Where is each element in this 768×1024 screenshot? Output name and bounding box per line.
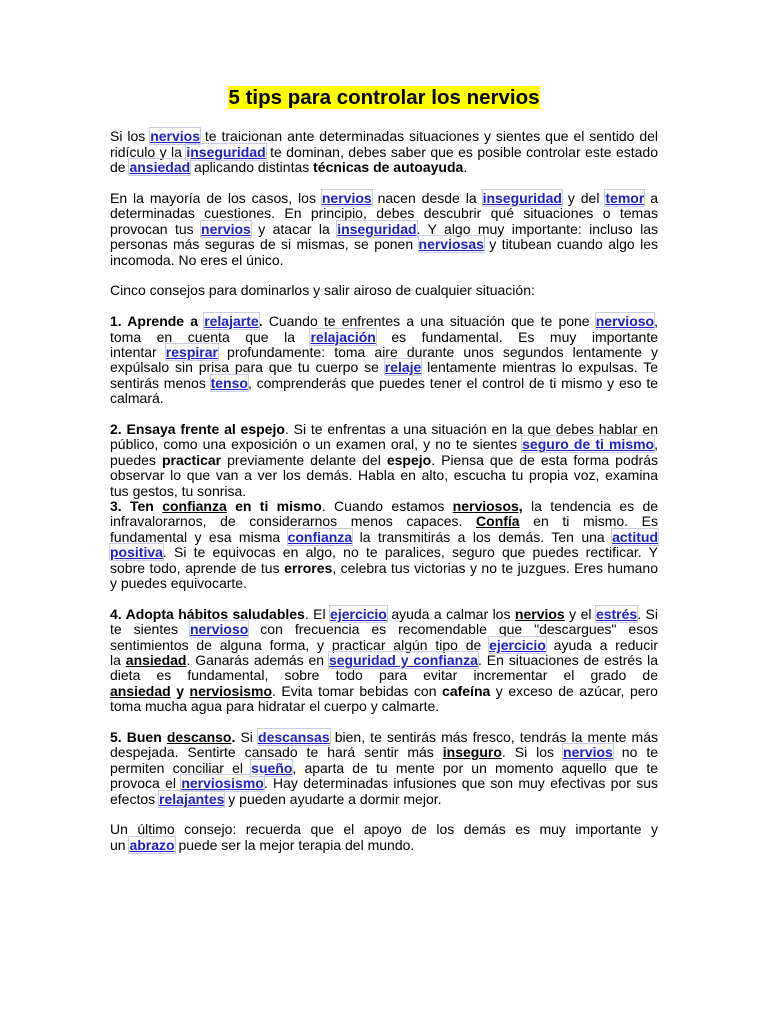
link-nervios[interactable]: nervios <box>150 128 200 145</box>
text-line <box>110 453 658 468</box>
text-run: y exceso de azúcar, pero <box>490 682 658 699</box>
link-nerviosismo[interactable]: nerviosismo <box>181 775 264 792</box>
text-line <box>110 561 658 576</box>
text-run: . Si te equivocas en algo, no te paralices, seguro que puedes rectificar. Y <box>162 544 658 561</box>
link-nervioso[interactable]: nervioso <box>595 313 655 330</box>
text-run: En la mayoría de los casos, los <box>110 189 322 206</box>
link-nervios[interactable]: nervios <box>321 189 372 206</box>
text-run: en ti mismo. Es <box>519 513 658 530</box>
text-run: , <box>654 436 659 453</box>
text-run: infravalorarnos, de considerarnos menos capaces. <box>110 513 477 530</box>
text-run: con frecuencia es recomendable que "descargues" esos <box>248 621 658 638</box>
text-run: tus gestos, tu sonrisa. <box>110 482 247 499</box>
text-line <box>110 622 658 637</box>
underlined-bold-text: nerviosos, <box>452 497 523 514</box>
text-run: Cinco consejos para dominarlos y salir airoso de cualquier situación: <box>110 282 535 299</box>
paragraph <box>110 191 658 268</box>
text-run: aplicando distintas <box>190 159 314 176</box>
text-run: puede ser la mejor terapia del mundo. <box>174 836 415 853</box>
text-run: de <box>110 159 130 176</box>
text-run: . Hay determinadas infusiones que son muy efectivas por sus <box>263 775 658 792</box>
bold-text: 5. Buen <box>110 729 167 746</box>
paragraph <box>110 730 658 807</box>
text-run: sentirás menos <box>110 374 211 391</box>
text-run: . <box>463 159 468 176</box>
link-respirar[interactable]: respirar <box>165 343 218 360</box>
text-run: . Si te enfrentas a una situación en la que debes hablar en <box>284 420 658 437</box>
link-seguridad-y-confianza[interactable]: seguridad y confianza <box>328 652 478 669</box>
paragraph <box>110 422 658 499</box>
text-run: intentar <box>110 343 166 360</box>
bold-text: espejo <box>386 451 432 468</box>
text-run: Un último consejo: recuerda que el apoyo de los demás es muy importante y <box>110 821 658 838</box>
text-run: la transmitirás a los demás. Ten una <box>352 528 613 545</box>
underlined-bold-text: nerviosismo <box>189 682 273 699</box>
text-line <box>110 314 658 329</box>
bold-text: técnicas de autoayuda <box>313 159 464 176</box>
link-relaje[interactable]: relaje <box>384 359 422 376</box>
text-run: permiten conciliar el <box>110 759 252 776</box>
text-run: expúlsalo sin prisa para que tu cuerpo se <box>110 359 385 376</box>
text-run: dieta es fundamental, sobre todo para evitar incrementar el grado de <box>110 667 658 684</box>
text-line <box>110 391 658 406</box>
text-line <box>110 499 658 514</box>
paragraph-group <box>110 730 658 807</box>
text-run: provocan tus <box>110 220 202 237</box>
link-seguro-de-ti-mismo[interactable]: seguro de ti mismo <box>522 436 655 453</box>
link-sueno[interactable]: sueño <box>251 759 293 776</box>
link-temor[interactable]: temor <box>605 189 645 206</box>
text-run: . Ganarás además en <box>186 652 329 669</box>
text-run: . Y algo muy importante: incluso las <box>416 220 658 237</box>
text-line <box>110 761 658 776</box>
text-run: observar lo que van a ver los demás. Habla en alto, escucha tu propia voz, examina <box>110 467 658 484</box>
bold-text: practicar <box>161 451 222 468</box>
text-run: . Piensa que de esta forma podrás <box>431 451 658 468</box>
bold-text: cafeína <box>442 682 491 699</box>
text-line <box>110 638 658 653</box>
text-line <box>110 360 658 375</box>
text-line <box>110 838 658 853</box>
bold-text: y <box>170 682 190 699</box>
underlined-bold-text: nervios <box>514 605 565 622</box>
bold-text: en ti mismo <box>226 497 322 514</box>
underlined-bold-text: ansiedad <box>125 652 187 669</box>
link-nervios[interactable]: nervios <box>563 744 613 761</box>
underlined-bold-text: descanso <box>166 729 232 746</box>
bold-text: 3. Ten <box>110 497 163 514</box>
link-inseguridad[interactable]: inseguridad <box>482 189 562 206</box>
text-line <box>110 484 658 499</box>
paragraph-group <box>110 283 658 298</box>
link-relajacion[interactable]: relajación <box>310 328 376 345</box>
paragraph-group <box>110 129 658 175</box>
bold-text: . <box>231 729 236 746</box>
text-run: puedes <box>110 451 162 468</box>
text-line <box>110 468 658 483</box>
text-line <box>110 253 658 268</box>
paragraph <box>110 499 658 591</box>
text-line <box>110 191 658 206</box>
text-run: determinadas cuestiones. En principio, debes descubrir qué situaciones o temas <box>110 205 658 222</box>
text-line <box>110 792 658 807</box>
text-run: . Evita tomar bebidas con <box>272 682 443 699</box>
text-run: ayuda a reducir <box>545 636 658 653</box>
paragraph <box>110 314 658 406</box>
text-run: . Si <box>637 605 658 622</box>
text-line <box>110 237 658 252</box>
link-inseguridad[interactable]: inseguridad <box>186 143 266 160</box>
text-run: profundamente: toma aire durante unos segundos lentamente y <box>217 343 659 360</box>
text-run: previamente delante del <box>221 451 387 468</box>
underlined-bold-text: inseguro <box>442 744 502 761</box>
link-inseguridad[interactable]: inseguridad <box>337 220 417 237</box>
underlined-bold-text: Confía <box>476 513 520 530</box>
text-run: despejada. Sentirte cansado te hará sentir más <box>110 744 443 761</box>
text-run: provoca el <box>110 775 182 792</box>
bold-text: . <box>258 313 263 330</box>
link-nervioso[interactable]: nervioso <box>189 621 249 638</box>
text-run: . En situaciones de estrés la <box>477 652 658 669</box>
text-run: efectos <box>110 790 160 807</box>
title-block <box>0 85 768 111</box>
text-run: ridículo y la <box>110 143 187 160</box>
link-relajantes[interactable]: relajantes <box>159 790 225 807</box>
link-ejercicio[interactable]: ejercicio <box>489 636 546 653</box>
text-line <box>110 822 658 837</box>
paragraph <box>110 129 658 175</box>
text-run: , <box>654 313 658 330</box>
text-line <box>110 145 658 160</box>
text-run: toma en cuenta que la <box>110 328 311 345</box>
text-line <box>110 530 658 545</box>
document-title: 5 tips para controlar los nervios <box>228 86 540 109</box>
text-line <box>110 668 658 683</box>
bold-text: 1. Aprende a <box>110 313 205 330</box>
text-line <box>110 283 658 298</box>
paragraph <box>110 822 658 853</box>
text-line <box>110 699 658 714</box>
text-run: sobre todo, aprende de tus <box>110 559 285 576</box>
text-run: calmará. <box>110 390 164 407</box>
text-run: fundamental y esa misma <box>110 528 288 545</box>
text-run: la <box>110 652 126 669</box>
paragraph <box>110 607 658 715</box>
text-run: Si <box>235 729 259 746</box>
text-run: toma mucha agua para hidratar el cuerpo y calmarte. <box>110 698 440 715</box>
text-run: no te <box>612 744 659 761</box>
text-run: es fundamental. Es muy importante <box>375 328 659 345</box>
text-run: incomoda. No eres el único. <box>110 251 284 268</box>
text-line <box>110 376 658 391</box>
paragraph-group <box>110 422 658 591</box>
text-run: ayuda a calmar los <box>386 605 515 622</box>
text-line <box>110 684 658 699</box>
text-run: , celebra tus victorias y no te juzgues. Eres humano <box>332 559 659 576</box>
text-run: la tendencia es de <box>522 497 659 514</box>
paragraph-group <box>110 607 658 715</box>
text-line <box>110 129 658 144</box>
underlined-bold-text: ansiedad <box>110 682 171 699</box>
text-line <box>110 514 658 529</box>
link-estres[interactable]: estrés <box>595 605 638 622</box>
paragraph-group <box>110 314 658 406</box>
text-line <box>110 206 658 221</box>
text-run: , comprenderás que puedes tener el control de ti mismo y eso te <box>247 374 658 391</box>
text-run: . El <box>304 605 331 622</box>
text-run: , aparta de tu mente por un momento aquello que te <box>292 759 658 776</box>
paragraph <box>110 283 658 298</box>
text-run: lentamente mientras lo expulsas. Te <box>421 359 658 376</box>
text-run: y pueden ayudarte a dormir mejor. <box>224 790 442 807</box>
text-line <box>110 576 658 591</box>
text-run: Si los <box>110 128 151 145</box>
link-positiva[interactable]: positiva <box>110 544 163 561</box>
text-line <box>110 653 658 668</box>
link-actitud[interactable]: actitud <box>612 528 658 545</box>
text-run: y atacar la <box>250 220 338 237</box>
text-run: Cuando te enfrentes a una situación que te pone <box>262 313 596 330</box>
link-nervios[interactable]: nervios <box>201 220 251 237</box>
text-run: público, como una exposición o un examen oral, y no te sientes <box>110 436 523 453</box>
bold-text: 2. Ensaya frente al espejo <box>110 420 285 437</box>
text-run: bien, te sentirás más fresco, tendrás la mente más <box>329 729 658 746</box>
link-relajarte[interactable]: relajarte <box>204 313 259 330</box>
text-run: y puedes equivocarte. <box>110 575 247 592</box>
text-run: y titubean cuando algo les <box>483 236 658 253</box>
text-line <box>110 222 658 237</box>
text-run: . Si los <box>501 744 564 761</box>
text-run: te sientes <box>110 621 190 638</box>
text-line <box>110 160 658 175</box>
text-run: personas más seguras de si mismas, se ponen <box>110 236 419 253</box>
bold-text: errores <box>284 559 333 576</box>
paragraph-group <box>110 822 658 853</box>
text-run: te dominan, debes saber que es posible controlar este estado <box>265 143 658 160</box>
text-run: a <box>644 189 658 206</box>
bold-text: 4. Adopta hábitos saludables <box>110 605 305 622</box>
link-nerviosas[interactable]: nerviosas <box>418 236 484 253</box>
link-descansas[interactable]: descansas <box>258 729 330 746</box>
text-line <box>110 545 658 560</box>
text-line <box>110 330 658 345</box>
paragraph-group <box>110 191 658 268</box>
underlined-bold-text: confianza <box>162 497 227 514</box>
link-tenso[interactable]: tenso <box>210 374 248 391</box>
text-run: sentimientos de alguna forma, y practicar algún tipo de <box>110 636 490 653</box>
text-run: un <box>110 836 130 853</box>
text-run: nacen desde la <box>371 189 483 206</box>
text-run: y del <box>561 189 606 206</box>
text-line <box>110 607 658 622</box>
text-line <box>110 745 658 760</box>
text-line <box>110 437 658 452</box>
text-run: te traicionan ante determinadas situaciones y sientes que el sentido del <box>200 128 658 145</box>
text-run: . Cuando estamos <box>321 497 453 514</box>
text-line <box>110 776 658 791</box>
document-body <box>110 129 658 853</box>
link-confianza[interactable]: confianza <box>287 528 353 545</box>
link-abrazo[interactable]: abrazo <box>129 836 175 853</box>
text-run: y el <box>564 605 596 622</box>
link-ansiedad[interactable]: ansiedad <box>129 159 191 176</box>
link-ejercicio[interactable]: ejercicio <box>330 605 387 622</box>
